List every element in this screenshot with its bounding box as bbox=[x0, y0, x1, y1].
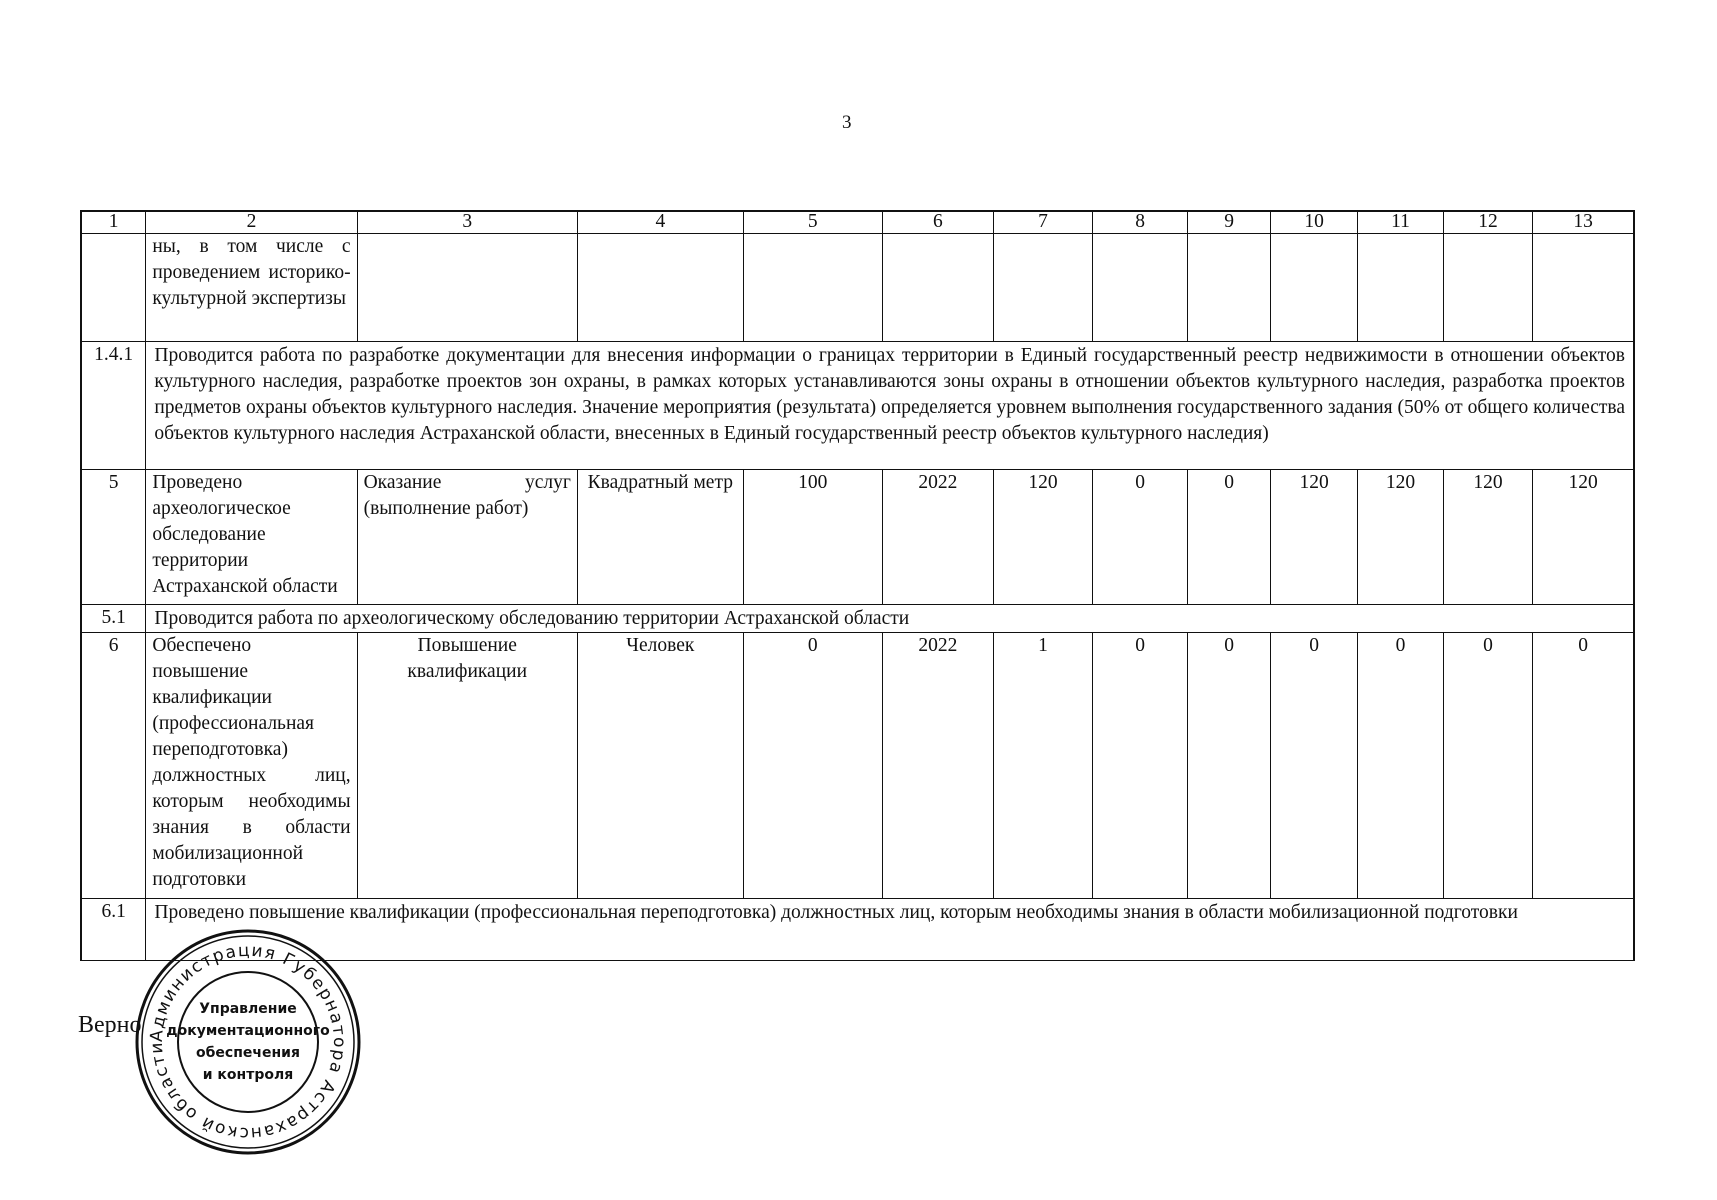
table-cell bbox=[743, 234, 882, 342]
value-cell: 0 bbox=[1270, 633, 1358, 899]
header-cell: 6 bbox=[882, 212, 994, 234]
header-cell: 8 bbox=[1092, 212, 1188, 234]
table-cell bbox=[1188, 234, 1270, 342]
table-cell bbox=[1270, 234, 1358, 342]
table-row bbox=[82, 234, 1634, 342]
stamp-outer-text: Администрация Губернатора Астраханской области bbox=[146, 940, 350, 1144]
table-header-row bbox=[82, 212, 1634, 234]
page-number: 3 bbox=[842, 112, 852, 133]
base-year: 2022 bbox=[882, 633, 994, 899]
header-cell: 9 bbox=[1188, 212, 1270, 234]
measure-description: Проведено повышение квалификации (профессиональная переподготовка) должностных лиц, которым необходимы знания в области мобилизационной подготовки bbox=[146, 899, 1634, 961]
table-cell bbox=[994, 234, 1093, 342]
value-cell: 0 bbox=[1188, 633, 1270, 899]
table-cell bbox=[1092, 234, 1188, 342]
header-cell: 1 bbox=[82, 212, 146, 234]
base-year: 2022 bbox=[882, 470, 994, 605]
value-cell: 120 bbox=[1270, 470, 1358, 605]
table-cell bbox=[1358, 234, 1443, 342]
row-number: 1.4.1 bbox=[82, 342, 146, 470]
stamp-inner-line: обеспечения bbox=[196, 1045, 300, 1061]
base-value: 100 bbox=[743, 470, 882, 605]
stamp-inner-line: документационного bbox=[166, 1023, 330, 1039]
base-value: 0 bbox=[743, 633, 882, 899]
header-cell: 12 bbox=[1443, 212, 1533, 234]
table-cell bbox=[1443, 234, 1533, 342]
unit-of-measure: Человек bbox=[577, 633, 743, 899]
value-cell: 1 bbox=[994, 633, 1093, 899]
unit-of-measure: Квадратный метр bbox=[577, 470, 743, 605]
row-number: 6.1 bbox=[82, 899, 146, 961]
table-row bbox=[82, 470, 1634, 605]
header-cell: 4 bbox=[577, 212, 743, 234]
header-cell: 7 bbox=[994, 212, 1093, 234]
table-cell bbox=[82, 234, 146, 342]
indicator-name: Проведено археологическое обследование территории Астраханской области bbox=[146, 470, 357, 605]
table-cell bbox=[357, 234, 577, 342]
value-cell: 0 bbox=[1358, 633, 1443, 899]
table-cell bbox=[577, 234, 743, 342]
stamp-seal-icon bbox=[133, 927, 363, 1157]
header-cell: 10 bbox=[1270, 212, 1358, 234]
value-cell: 0 bbox=[1443, 633, 1533, 899]
value-cell: 120 bbox=[1443, 470, 1533, 605]
value-cell: 0 bbox=[1533, 633, 1634, 899]
value-cell: 0 bbox=[1092, 633, 1188, 899]
row-number: 6 bbox=[82, 633, 146, 899]
indicator-type: Оказание услуг (выполнение работ) bbox=[357, 470, 577, 605]
verno-label: Верно bbox=[78, 1012, 142, 1038]
table-row bbox=[82, 605, 1634, 633]
row-number: 5 bbox=[82, 470, 146, 605]
header-cell: 5 bbox=[743, 212, 882, 234]
indicator-name: Обеспечено повышение квалификации (профессиональная переподготовка) должностных лиц, которым необходимы знания в области мобилизационной подготовки bbox=[146, 633, 357, 899]
header-cell: 11 bbox=[1358, 212, 1443, 234]
row-number: 5.1 bbox=[82, 605, 146, 633]
measure-description: Проводится работа по археологическому обследованию территории Астраханской области bbox=[146, 605, 1634, 633]
measure-description: Проводится работа по разработке документации для внесения информации о границах территории в Единый государственный реестр недвижимости в отношении объектов культурного наследия, разработке проектов зон охраны, в рамках которых устанавливаются зоны охраны в отношении объектов культурного наследия, разработка проектов предметов охраны объектов культурного наследия. Значение мероприятия (результата) определяется уровнем выполнения государственного задания (50% от общего количества объектов культурного наследия Астраханской области, внесенных в Единый государственный реестр объектов культурного наследия) bbox=[146, 342, 1634, 470]
indicator-name-continuation: ны, в том числе с проведением историко-культурной экспертизы bbox=[146, 234, 357, 342]
value-cell: 0 bbox=[1092, 470, 1188, 605]
header-cell: 3 bbox=[357, 212, 577, 234]
table-row bbox=[82, 342, 1634, 470]
value-cell: 120 bbox=[1533, 470, 1634, 605]
table-row bbox=[82, 633, 1634, 899]
header-cell: 13 bbox=[1533, 212, 1634, 234]
indicators-table bbox=[80, 210, 1635, 961]
table-cell bbox=[882, 234, 994, 342]
header-cell: 2 bbox=[146, 212, 357, 234]
value-cell: 120 bbox=[1358, 470, 1443, 605]
stamp-inner-line: Управление bbox=[199, 1001, 297, 1017]
stamp-inner-line: и контроля bbox=[202, 1067, 294, 1083]
table-cell bbox=[1533, 234, 1634, 342]
value-cell: 0 bbox=[1188, 470, 1270, 605]
value-cell: 120 bbox=[994, 470, 1093, 605]
indicator-type: Повышение квалификации bbox=[357, 633, 577, 899]
official-stamp bbox=[133, 927, 363, 1157]
